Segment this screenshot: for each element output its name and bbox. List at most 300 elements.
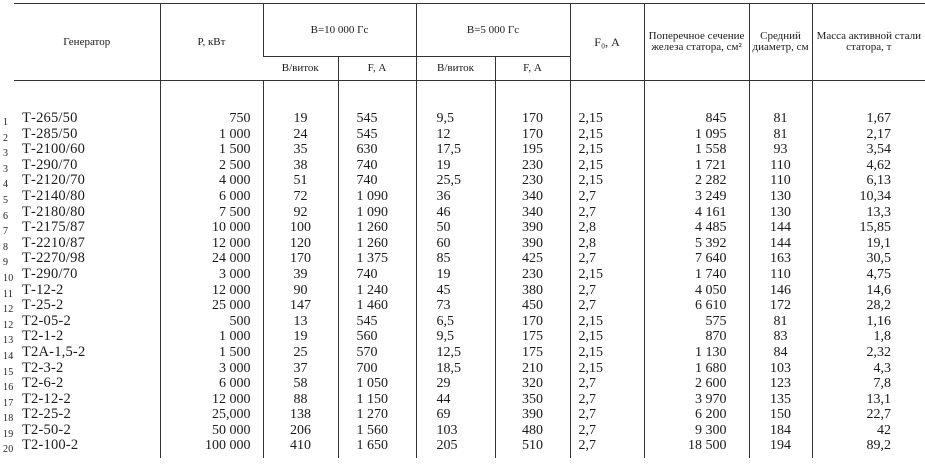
generator-label: Т-12-2: [22, 281, 64, 298]
row-number: 12: [3, 304, 14, 316]
power-value: 100 000: [160, 438, 263, 458]
cross-section-value: 4 050: [644, 283, 749, 299]
v-per-turn-10000-value: 120: [263, 236, 338, 252]
generator-label: Т-2210/87: [22, 234, 86, 251]
steel-mass-value: 4,3: [812, 361, 925, 377]
v-per-turn-10000-value: 19: [263, 81, 338, 127]
f0-value: 2,7: [570, 283, 644, 299]
steel-mass-value: 15,85: [812, 220, 925, 236]
f0-value: 2,15: [570, 345, 644, 361]
generator-label: Т-2120/70: [22, 172, 86, 189]
f-10000-value: 1 260: [338, 236, 416, 252]
v-per-turn-10000-value: 37: [263, 361, 338, 377]
cross-section-value: 9 300: [644, 423, 749, 439]
generator-name: [3, 375, 160, 394]
generator-label: Т2-12-2: [22, 390, 71, 407]
v-per-turn-10000-value: 410: [263, 438, 338, 458]
generator-label: Т-265/50: [22, 110, 78, 126]
v-per-turn-10000-value: 206: [263, 423, 338, 439]
steel-mass-value: 1,67: [812, 81, 925, 127]
v-per-turn-5000-value: 19: [416, 267, 495, 283]
cross-section-value: 1 721: [644, 158, 749, 174]
cross-section-value: 1 095: [644, 127, 749, 143]
generator-name: [3, 312, 160, 331]
f-10000-value: 1 560: [338, 423, 416, 439]
steel-mass-value: 2,17: [812, 127, 925, 143]
f0-value: 2,15: [570, 173, 644, 189]
table-row: [14, 407, 925, 423]
steel-mass-value: 4,75: [812, 267, 925, 283]
row-number: 5: [3, 194, 9, 206]
generator-label: Т2-1-2: [22, 328, 64, 345]
header-f-10000: F, А: [338, 57, 416, 81]
mean-diameter-value: 172: [749, 298, 812, 314]
v-per-turn-10000-value: 19: [263, 329, 338, 345]
f-10000-value: 1 150: [338, 392, 416, 408]
table-row: [14, 423, 925, 439]
mean-diameter-value: 144: [749, 236, 812, 252]
f-5000-value: 450: [495, 298, 570, 314]
table-row: [14, 438, 925, 458]
row-number: 4: [3, 179, 9, 191]
generator-label: Т2А-1,5-2: [22, 343, 86, 360]
f-5000-value: 230: [495, 267, 570, 283]
header-b-5000: B=5 000 Гс: [416, 4, 570, 57]
f0-value: 2,8: [570, 220, 644, 236]
power-value: 12 000: [160, 283, 263, 299]
generator-label: Т-25-2: [22, 297, 64, 314]
table-row: [14, 283, 925, 299]
generator-name: [3, 406, 160, 425]
generator-name: [3, 172, 160, 191]
mean-diameter-value: 123: [749, 376, 812, 392]
v-per-turn-5000-value: 25,5: [416, 173, 495, 189]
table-row: [14, 205, 925, 221]
table-row: [14, 142, 925, 158]
generator-name: [3, 156, 160, 175]
f0-value: 2,15: [570, 127, 644, 143]
power-value: 12 000: [160, 236, 263, 252]
row-number: 3: [3, 148, 9, 160]
table-body: [3, 81, 925, 459]
f-5000-value: 320: [495, 376, 570, 392]
generator-label: Т-290/70: [22, 265, 78, 282]
cross-section-value: 2 282: [644, 173, 749, 189]
mean-diameter-value: 81: [749, 81, 812, 127]
f-5000-value: 390: [495, 236, 570, 252]
power-value: 1 000: [160, 329, 263, 345]
f-10000-value: 545: [338, 314, 416, 330]
v-per-turn-5000-value: 12: [416, 127, 495, 143]
mean-diameter-value: 110: [749, 173, 812, 189]
table-header: [14, 4, 925, 81]
mean-diameter-value: 163: [749, 251, 812, 267]
row-number: 8: [3, 241, 9, 253]
header-b-10000: B=10 000 Гс: [263, 4, 416, 57]
row-number: 17: [3, 397, 14, 409]
v-per-turn-5000-value: 85: [416, 251, 495, 267]
table-row: [14, 329, 925, 345]
power-value: 6 000: [160, 189, 263, 205]
generator-name: [3, 203, 160, 222]
mean-diameter-value: 81: [749, 314, 812, 330]
f-5000-value: 380: [495, 283, 570, 299]
steel-mass-value: 3,54: [812, 142, 925, 158]
cross-section-value: 1 130: [644, 345, 749, 361]
v-per-turn-5000-value: 6,5: [416, 314, 495, 330]
generator-name: [3, 343, 160, 362]
header-power: P, кВт: [160, 4, 263, 81]
v-per-turn-5000-value: 36: [416, 189, 495, 205]
cross-section-value: 575: [644, 314, 749, 330]
power-value: 25,000: [160, 407, 263, 423]
header-f0: F₀, А: [570, 4, 644, 81]
mean-diameter-value: 84: [749, 345, 812, 361]
generator-label: Т2-6-2: [22, 375, 64, 392]
f-10000-value: 1 050: [338, 376, 416, 392]
v-per-turn-5000-value: 73: [416, 298, 495, 314]
v-per-turn-5000-value: 18,5: [416, 361, 495, 377]
steel-mass-value: 13,3: [812, 205, 925, 221]
v-per-turn-10000-value: 24: [263, 127, 338, 143]
f0-value: 2,7: [570, 298, 644, 314]
row-number: 15: [3, 366, 14, 378]
table-row: [14, 158, 925, 174]
f-5000-value: 175: [495, 345, 570, 361]
generator-label: Т-285/50: [22, 125, 78, 142]
cross-section-value: 870: [644, 329, 749, 345]
generator-name: [3, 187, 160, 206]
f0-value: 2,15: [570, 158, 644, 174]
v-per-turn-5000-value: 46: [416, 205, 495, 221]
f-5000-value: 350: [495, 392, 570, 408]
generator-label: Т2-3-2: [22, 359, 64, 376]
f0-value: 2,7: [570, 376, 644, 392]
power-value: 25 000: [160, 298, 263, 314]
cross-section-value: 7 640: [644, 251, 749, 267]
f-10000-value: 545: [338, 127, 416, 143]
v-per-turn-10000-value: 138: [263, 407, 338, 423]
power-value: 1 500: [160, 142, 263, 158]
cross-section-value: 3 970: [644, 392, 749, 408]
generator-label: Т-2175/87: [22, 219, 86, 236]
mean-diameter-value: 81: [749, 127, 812, 143]
f-5000-value: 195: [495, 142, 570, 158]
f0-value: 2,8: [570, 236, 644, 252]
cross-section-value: 845: [644, 81, 749, 127]
f-5000-value: 425: [495, 251, 570, 267]
f0-value: 2,7: [570, 189, 644, 205]
mean-diameter-value: 146: [749, 283, 812, 299]
power-value: 6 000: [160, 376, 263, 392]
mean-diameter-value: 184: [749, 423, 812, 439]
f0-value: 2,7: [570, 392, 644, 408]
f0-value: 2,15: [570, 314, 644, 330]
table-row: [14, 127, 925, 143]
v-per-turn-5000-value: 69: [416, 407, 495, 423]
generator-label: Т2-05-2: [22, 312, 71, 329]
power-value: 50 000: [160, 423, 263, 439]
mean-diameter-value: 150: [749, 407, 812, 423]
v-per-turn-10000-value: 39: [263, 267, 338, 283]
mean-diameter-value: 135: [749, 392, 812, 408]
table-row: [14, 173, 925, 189]
f-10000-value: 570: [338, 345, 416, 361]
row-number: 20: [3, 444, 14, 456]
f-5000-value: 390: [495, 407, 570, 423]
cross-section-value: 6 610: [644, 298, 749, 314]
row-number: 13: [3, 335, 14, 347]
row-number: 6: [3, 210, 9, 222]
table-row: [14, 361, 925, 377]
v-per-turn-10000-value: 170: [263, 251, 338, 267]
v-per-turn-10000-value: 51: [263, 173, 338, 189]
f0-value: 2,7: [570, 423, 644, 439]
row-number: 7: [3, 226, 9, 238]
mean-diameter-value: 103: [749, 361, 812, 377]
v-per-turn-5000-value: 29: [416, 376, 495, 392]
header-v-per-turn-10000: В/виток: [263, 57, 338, 81]
steel-mass-value: 4,62: [812, 158, 925, 174]
generator-name: [3, 141, 160, 160]
generator-name: [3, 81, 160, 128]
power-value: 2 500: [160, 158, 263, 174]
generator-name: [3, 250, 160, 269]
header-cross-section: Поперечное сечение железа статора, см²: [644, 4, 749, 81]
table-row: [14, 189, 925, 205]
table-row: [14, 220, 925, 236]
steel-mass-value: 1,16: [812, 314, 925, 330]
steel-mass-value: 2,32: [812, 345, 925, 361]
steel-mass-value: 19,1: [812, 236, 925, 252]
v-per-turn-10000-value: 13: [263, 314, 338, 330]
f0-value: 2,15: [570, 267, 644, 283]
steel-mass-value: 30,5: [812, 251, 925, 267]
f-10000-value: 1 270: [338, 407, 416, 423]
cross-section-value: 6 200: [644, 407, 749, 423]
generator-name: [3, 297, 160, 316]
row-number: 18: [3, 413, 14, 425]
row-number: 11: [3, 288, 14, 300]
cross-section-value: 2 600: [644, 376, 749, 392]
f-5000-value: 340: [495, 205, 570, 221]
f-10000-value: 1 090: [338, 189, 416, 205]
v-per-turn-5000-value: 17,5: [416, 142, 495, 158]
table-row: [14, 267, 925, 283]
steel-mass-value: 22,7: [812, 407, 925, 423]
f-10000-value: 1 240: [338, 283, 416, 299]
table-row: [14, 236, 925, 252]
v-per-turn-10000-value: 58: [263, 376, 338, 392]
v-per-turn-10000-value: 88: [263, 392, 338, 408]
power-value: 3 000: [160, 267, 263, 283]
generator-name: [3, 265, 160, 284]
f0-value: 2,7: [570, 438, 644, 458]
v-per-turn-5000-value: 12,5: [416, 345, 495, 361]
table-row: [14, 251, 925, 267]
header-mean-diameter: Средний диаметр, см: [749, 4, 812, 81]
mean-diameter-value: 194: [749, 438, 812, 458]
table-row: [14, 298, 925, 314]
cross-section-value: 4 161: [644, 205, 749, 221]
v-per-turn-10000-value: 147: [263, 298, 338, 314]
f-10000-value: 560: [338, 329, 416, 345]
v-per-turn-5000-value: 9,5: [416, 329, 495, 345]
cross-section-value: 3 249: [644, 189, 749, 205]
f-5000-value: 340: [495, 189, 570, 205]
v-per-turn-10000-value: 90: [263, 283, 338, 299]
f-5000-value: 175: [495, 329, 570, 345]
generator-label: Т2-50-2: [22, 421, 71, 438]
generator-name: [3, 437, 160, 458]
cross-section-value: 18 500: [644, 438, 749, 458]
v-per-turn-10000-value: 92: [263, 205, 338, 221]
mean-diameter-value: 110: [749, 267, 812, 283]
generator-label: Т2-25-2: [22, 406, 71, 423]
cross-section-value: 1 740: [644, 267, 749, 283]
table-row: [14, 376, 925, 392]
v-per-turn-5000-value: 103: [416, 423, 495, 439]
v-per-turn-10000-value: 72: [263, 189, 338, 205]
f0-value: 2,7: [570, 251, 644, 267]
f-5000-value: 510: [495, 438, 570, 458]
cross-section-value: 1 558: [644, 142, 749, 158]
f0-value: 2,7: [570, 205, 644, 221]
f0-value: 2,15: [570, 329, 644, 345]
table-row: [14, 81, 925, 127]
mean-diameter-value: 110: [749, 158, 812, 174]
f0-value: 2,15: [570, 361, 644, 377]
power-value: 750: [160, 81, 263, 127]
v-per-turn-10000-value: 35: [263, 142, 338, 158]
generator-label: Т-290/70: [22, 156, 78, 173]
row-number: 10: [3, 272, 14, 284]
power-value: 3 000: [160, 361, 263, 377]
generator-name: [3, 281, 160, 300]
steel-mass-value: 13,1: [812, 392, 925, 408]
f-10000-value: 740: [338, 158, 416, 174]
generator-label: Т-2180/80: [22, 203, 86, 220]
steel-mass-value: 1,8: [812, 329, 925, 345]
power-value: 24 000: [160, 251, 263, 267]
mean-diameter-value: 83: [749, 329, 812, 345]
cross-section-value: 5 392: [644, 236, 749, 252]
steel-mass-value: 89,2: [812, 438, 925, 458]
generator-label: Т-2270/98: [22, 250, 86, 267]
f-10000-value: 1 650: [338, 438, 416, 458]
f-5000-value: 170: [495, 81, 570, 127]
row-number: 16: [3, 382, 14, 394]
cross-section-value: 1 680: [644, 361, 749, 377]
steel-mass-value: 14,6: [812, 283, 925, 299]
power-value: 12 000: [160, 392, 263, 408]
row-number: 12: [3, 319, 14, 331]
v-per-turn-5000-value: 9,5: [416, 81, 495, 127]
row-number: 1: [3, 117, 9, 128]
table-row: [14, 345, 925, 361]
table-row: [14, 314, 925, 330]
cross-section-value: 4 485: [644, 220, 749, 236]
v-per-turn-5000-value: 45: [416, 283, 495, 299]
f-10000-value: 700: [338, 361, 416, 377]
mean-diameter-value: 130: [749, 205, 812, 221]
f0-value: 2,15: [570, 81, 644, 127]
f-10000-value: 740: [338, 267, 416, 283]
power-value: 1 500: [160, 345, 263, 361]
row-number: 9: [3, 257, 9, 269]
generator-label: Т-2100/60: [22, 141, 86, 158]
generator-data-table: [3, 4, 925, 458]
f-5000-value: 210: [495, 361, 570, 377]
power-value: 7 500: [160, 205, 263, 221]
row-number: 3: [3, 163, 9, 175]
v-per-turn-5000-value: 50: [416, 220, 495, 236]
f-5000-value: 230: [495, 173, 570, 189]
steel-mass-value: 6,13: [812, 173, 925, 189]
f-10000-value: 1 260: [338, 220, 416, 236]
f-5000-value: 230: [495, 158, 570, 174]
row-number: 14: [3, 350, 14, 362]
steel-mass-value: 42: [812, 423, 925, 439]
generator-name: [3, 390, 160, 409]
v-per-turn-10000-value: 25: [263, 345, 338, 361]
v-per-turn-5000-value: 19: [416, 158, 495, 174]
generator-label: Т-2140/80: [22, 187, 86, 204]
row-number: 19: [3, 428, 14, 440]
f-10000-value: 1 375: [338, 251, 416, 267]
power-value: 500: [160, 314, 263, 330]
f0-value: 2,7: [570, 407, 644, 423]
table-row: [14, 392, 925, 408]
power-value: 10 000: [160, 220, 263, 236]
f-5000-value: 390: [495, 220, 570, 236]
f-10000-value: 1 090: [338, 205, 416, 221]
generator-name: [3, 421, 160, 440]
steel-mass-value: 10,34: [812, 189, 925, 205]
v-per-turn-5000-value: 205: [416, 438, 495, 458]
power-value: 4 000: [160, 173, 263, 189]
mean-diameter-value: 144: [749, 220, 812, 236]
v-per-turn-5000-value: 44: [416, 392, 495, 408]
steel-mass-value: 28,2: [812, 298, 925, 314]
f0-value: 2,15: [570, 142, 644, 158]
f-10000-value: 740: [338, 173, 416, 189]
power-value: 1 000: [160, 127, 263, 143]
row-number: 2: [3, 132, 9, 144]
header-generator: Генератор: [14, 4, 160, 81]
header-v-per-turn-5000: В/виток: [416, 57, 495, 81]
v-per-turn-10000-value: 38: [263, 158, 338, 174]
generator-label: Т2-100-2: [22, 437, 79, 454]
generator-name: [3, 328, 160, 347]
generator-name: [3, 359, 160, 378]
v-per-turn-5000-value: 60: [416, 236, 495, 252]
v-per-turn-10000-value: 100: [263, 220, 338, 236]
f-5000-value: 480: [495, 423, 570, 439]
f-10000-value: 630: [338, 142, 416, 158]
generator-name: [3, 234, 160, 253]
generator-name: [3, 219, 160, 238]
header-steel-mass: Масса активной стали статора, т: [812, 4, 925, 81]
f-5000-value: 170: [495, 127, 570, 143]
f-10000-value: 1 460: [338, 298, 416, 314]
mean-diameter-value: 130: [749, 189, 812, 205]
generator-name: [3, 125, 160, 144]
steel-mass-value: 7,8: [812, 376, 925, 392]
mean-diameter-value: 93: [749, 142, 812, 158]
header-f-5000: F, А: [495, 57, 570, 81]
f-5000-value: 170: [495, 314, 570, 330]
